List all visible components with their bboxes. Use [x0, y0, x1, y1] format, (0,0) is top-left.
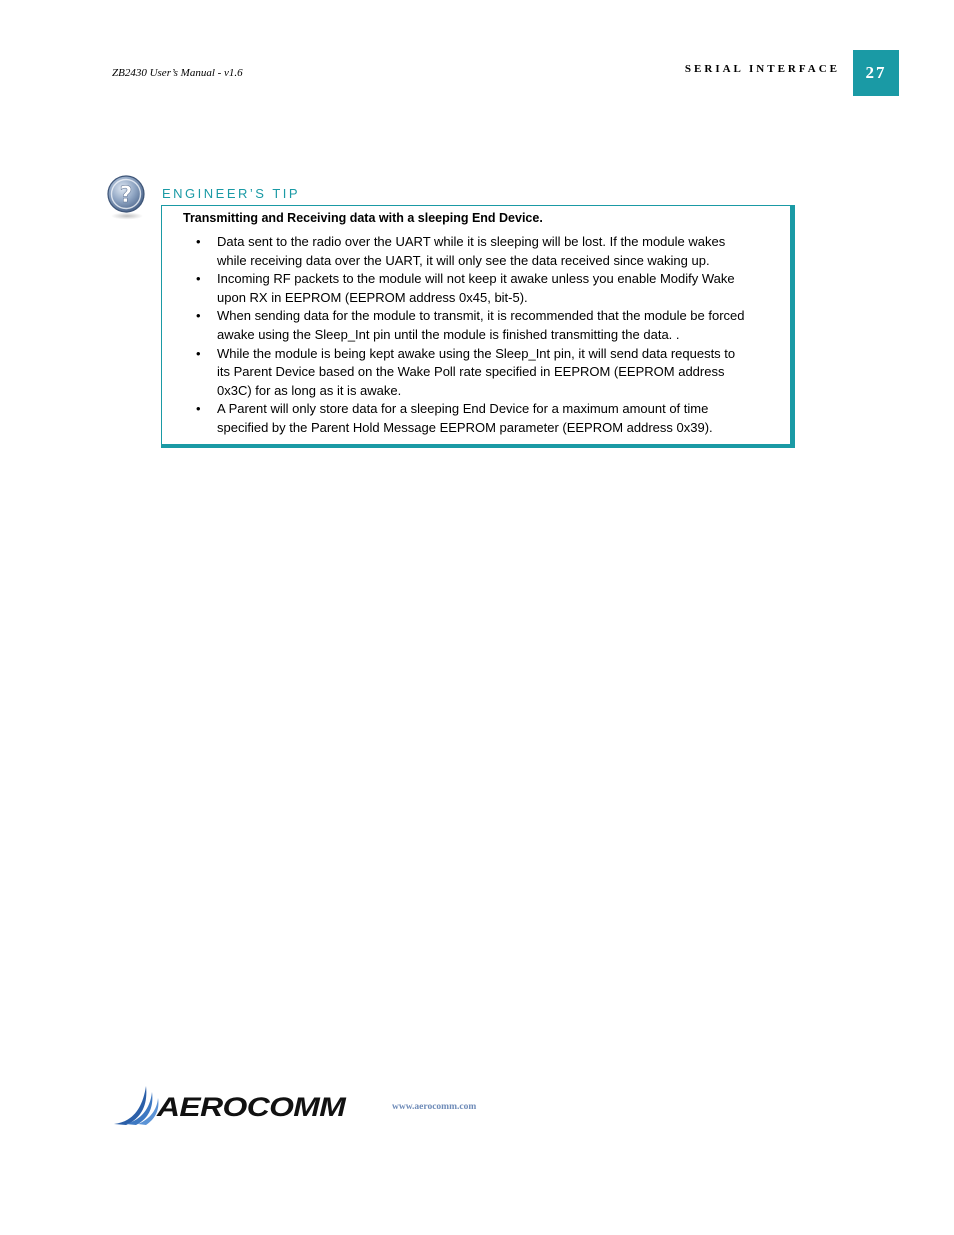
svg-text:?: ? [119, 183, 133, 208]
bullet-line: A Parent will only store data for a sleeping End Device for a maximum amount of time [217, 401, 709, 417]
tip-bullet-list [196, 233, 786, 438]
bullet-line: While the module is being kept awake using the Sleep_Int pin, it will send data requests to [217, 345, 736, 361]
website-link[interactable]: www.aerocomm.com [392, 1102, 477, 1112]
bullet-line: upon RX in EEPROM (EEPROM address 0x45, bit-5). [217, 289, 528, 305]
list-item [196, 345, 786, 401]
page-number-badge [853, 50, 899, 96]
tip-box [161, 205, 795, 448]
tip-title: ENGINEER’S TIP [162, 186, 301, 201]
logo-wordmark: AEROCOMM [157, 1092, 346, 1122]
bullet-line: its Parent Device based on the Wake Poll rate specified in EEPROM (EEPROM address [217, 364, 725, 380]
bullet-line: Data sent to the radio over the UART while it is sleeping will be lost. If the module wakes [217, 234, 726, 249]
page-number: 27 [865, 63, 887, 82]
tip-heading: Transmitting and Receiving data with a sleeping End Device. [183, 211, 543, 225]
list-item [196, 270, 786, 307]
list-item [196, 307, 786, 344]
bullet-line: awake using the Sleep_Int pin until the module is finished transmitting the data. . [217, 326, 680, 342]
question-mark-icon [106, 174, 148, 220]
bullet-line: Incoming RF packets to the module will not keep it awake unless you enable Modify Wake [217, 271, 735, 287]
list-item [196, 233, 786, 270]
bullet-line: 0x3C) for as long as it is awake. [217, 382, 402, 398]
bullet-line: When sending data for the module to transmit, it is recommended that the module be forced [217, 308, 745, 324]
bullet-line: specified by the Parent Hold Message EEPROM parameter (EEPROM address 0x39). [217, 419, 713, 435]
bullet-line: while receiving data over the UART, it will only see the data received since waking up. [217, 252, 710, 268]
section-title: SERIAL INTERFACE [684, 63, 840, 75]
aerocomm-logo [112, 1082, 384, 1126]
list-item [196, 400, 786, 437]
manual-title: ZB2430 User’s Manual - v1.6 [112, 67, 243, 79]
